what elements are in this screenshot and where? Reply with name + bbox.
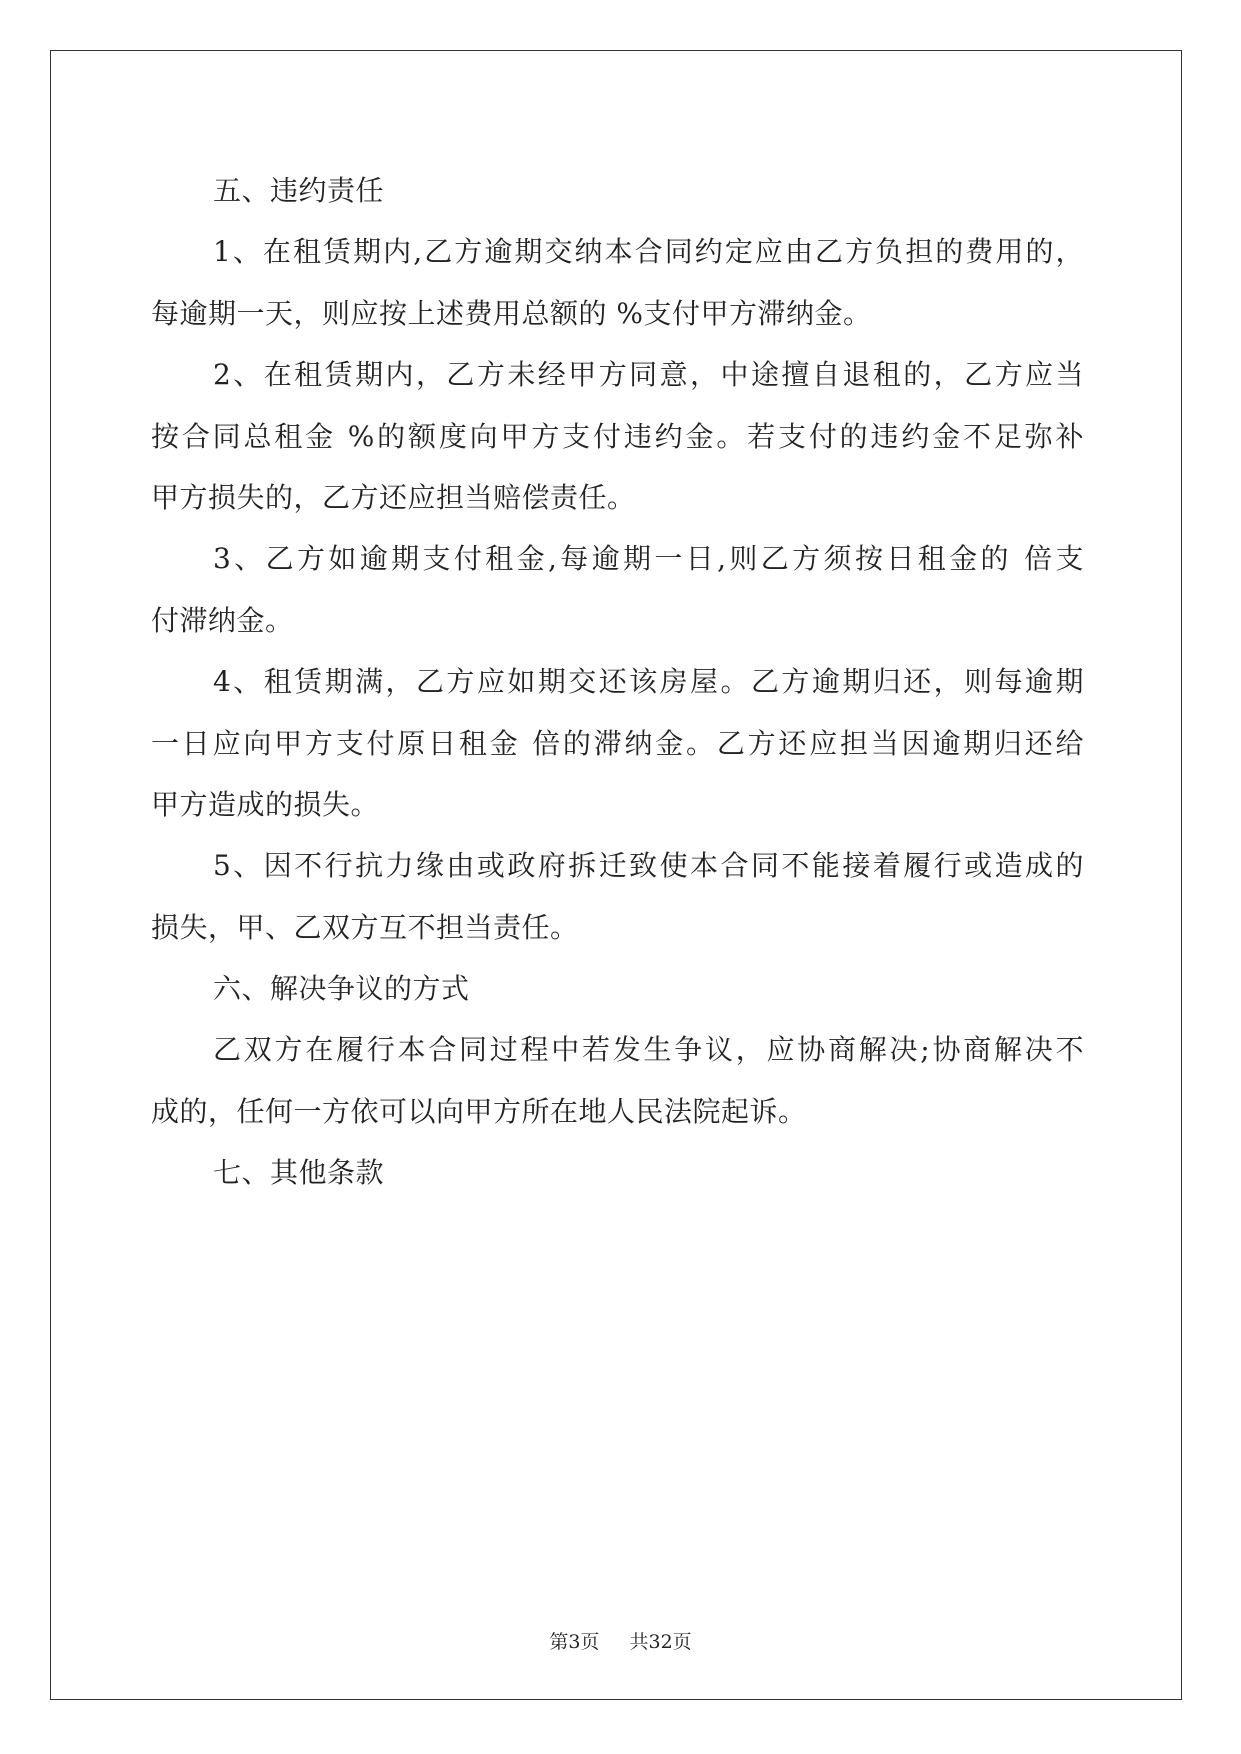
total-pages-label: 共32页	[629, 1631, 692, 1653]
section-heading-other: 七、其他条款	[213, 1156, 385, 1190]
clause-5-line-2: 损失，甲、乙双方互不担当责任。	[151, 910, 579, 944]
clause-4-line-1: 4、租赁期满，乙方应如期交还该房屋。乙方逾期归还，则每逾期	[213, 665, 1084, 699]
clause-2-line-1: 2、在租赁期内，乙方未经甲方同意，中途擅自退租的，乙方应当	[213, 358, 1084, 392]
clause-3-line-2: 付滞纳金。	[151, 603, 294, 637]
clause-1-line-2: 每逾期一天，则应按上述费用总额的 %支付甲方滞纳金。	[151, 296, 872, 330]
document-body	[151, 160, 1084, 1204]
clause-2-line-2: 按合同总租金 %的额度向甲方支付违约金。若支付的违约金不足弥补	[151, 419, 1084, 453]
dispute-line-2: 成的，任何一方依可以向甲方所在地人民法院起诉。	[151, 1094, 807, 1128]
clause-3-line-1: 3、乙方如逾期支付租金,每逾期一日,则乙方须按日租金的 倍支	[213, 542, 1084, 576]
section-heading-breach: 五、违约责任	[213, 174, 385, 207]
clause-2-line-3: 甲方损失的，乙方还应担当赔偿责任。	[151, 480, 636, 514]
current-page-label: 第3页	[549, 1631, 600, 1653]
section-heading-dispute: 六、解决争议的方式	[213, 972, 470, 1006]
clause-4-line-2: 一日应向甲方支付原日租金 倍的滞纳金。乙方还应担当因逾期归还给	[151, 726, 1084, 760]
clause-4-line-3: 甲方造成的损失。	[151, 787, 380, 821]
dispute-line-1: 乙双方在履行本合同过程中若发生争议，应协商解决;协商解决不	[213, 1033, 1084, 1067]
clause-1-line-1: 1、在租赁期内,乙方逾期交纳本合同约定应由乙方负担的费用的，	[213, 235, 1084, 269]
clause-5-line-1: 5、因不行抗力缘由或政府拆迁致使本合同不能接着履行或造成的	[213, 849, 1084, 883]
page-footer	[0, 1627, 1241, 1654]
